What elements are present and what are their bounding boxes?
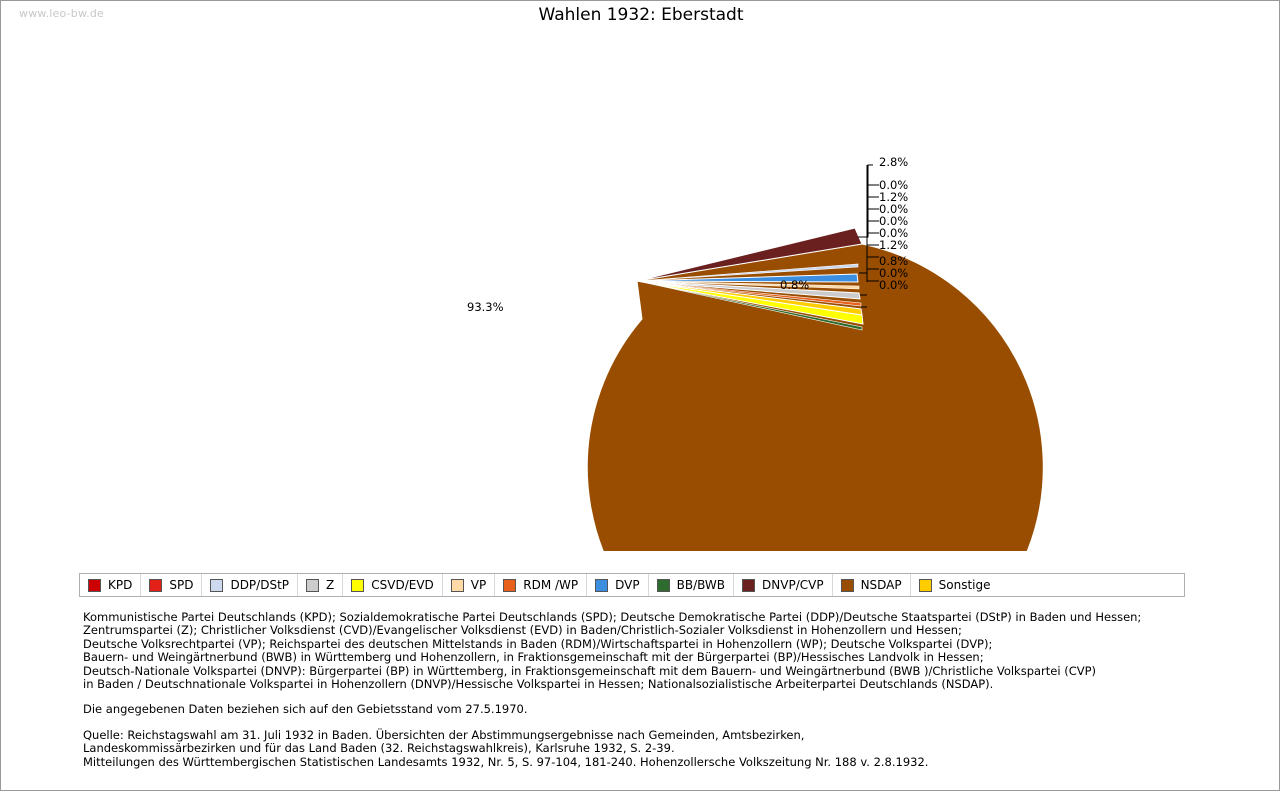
watermark-text: www.leo-bw.de: [19, 7, 105, 20]
legend-item-z[interactable]: [298, 574, 343, 596]
legend-item-bb-bwb[interactable]: [649, 574, 734, 596]
legend-item-nsdap[interactable]: [833, 574, 911, 596]
legend-item-dnvp-cvp[interactable]: [734, 574, 833, 596]
legend-label-spd: SPD: [169, 578, 194, 592]
legend-label-rdm-wp: RDM /WP: [523, 578, 579, 592]
legend-swatch-icon-spd: [149, 579, 162, 592]
callout-label-8: 0.0%: [879, 266, 909, 280]
pie-chart-svg: [1, 41, 1280, 551]
legend-swatch-icon-sonstige: [919, 579, 932, 592]
legend-swatch-icon-dvp: [595, 579, 608, 592]
legend-item-spd[interactable]: [141, 574, 202, 596]
chart-title: Wahlen 1932: Eberstadt: [538, 5, 744, 25]
legend-item-vp[interactable]: [443, 574, 495, 596]
legend-swatch-icon-z: [306, 579, 319, 592]
legend-item-rdm-wp[interactable]: [495, 574, 587, 596]
callout-label-5: 0.0%: [879, 226, 909, 240]
legend-label-nsdap: NSDAP: [860, 578, 902, 592]
legend-item-dvp[interactable]: [587, 574, 648, 596]
legend-swatch-icon-kpd: [88, 579, 101, 592]
callout-label-4: 0.0%: [879, 214, 909, 228]
footnote-source: [83, 729, 1233, 769]
footnote-source-line-0: Quelle: Reichstagswahl am 31. Juli 1932 in Baden. Übersichten der Abstimmungsergebnisse nach Gemeinden, Amtsbezirken,: [83, 727, 805, 742]
legend-label-dnvp-cvp: DNVP/CVP: [762, 578, 824, 592]
footnote-parties-line-4: Deutsch-Nationale Volkspartei (DNVP): Bürgerpartei (BP) in Württemberg, in Fraktionsgemeinschaft mit dem Bauern- und Weingärtnerbund (BWB )/Christliche Volkspartei (CVP): [83, 663, 1097, 678]
footnote-source-line-2: Mitteilungen des Württembergischen Statistischen Landesamts 1932, Nr. 5, S. 97-104, 181-240. Hohenzollersche Volkszeitung Nr. 188 v. 2.8.1932.: [83, 754, 929, 769]
legend-item-ddp-dstp[interactable]: [202, 574, 298, 596]
legend-swatch-icon-dnvp-cvp: [742, 579, 755, 592]
footnote-parties-line-3: Bauern- und Weingärtnerbund (BWB) in Württemberg und Hohenzollern, in Fraktionsgemeinschaft mit der Bürgerpartei (BP)/Hessisches Landvolk in Hessen;: [83, 650, 984, 665]
footnote-note-line-0: Die angegebenen Daten beziehen sich auf den Gebietsstand vom 27.5.1970.: [83, 702, 528, 717]
legend-label-ddp-dstp: DDP/DStP: [230, 578, 290, 592]
legend-item-kpd[interactable]: [80, 574, 141, 596]
callout-label-3: 0.0%: [879, 202, 909, 216]
callout-label-2: 1.2%: [879, 190, 909, 204]
legend-swatch-icon-bb-bwb: [657, 579, 670, 592]
legend-item-csvd-evd[interactable]: [343, 574, 443, 596]
footnote-note: [83, 703, 1233, 716]
footnote-source-line-1: Landeskommissärbezirken und für das Land Baden (32. Reichstagswahlkreis), Karlsruhe 1932, S. 2-39.: [83, 741, 675, 756]
callout-label-0: 2.8%: [879, 155, 909, 169]
footnotes: [83, 611, 1233, 781]
callout-label-6: 1.2%: [879, 238, 909, 252]
chart-legend: [79, 573, 1185, 597]
legend-label-z: Z: [326, 578, 335, 592]
legend-swatch-icon-ddp-dstp: [210, 579, 223, 592]
pie-slice-nsdap[interactable]: [587, 244, 1043, 551]
legend-label-sonstige: Sonstige: [938, 578, 991, 592]
legend-swatch-icon-nsdap: [841, 579, 854, 592]
footnote-parties: [83, 611, 1233, 691]
legend-swatch-icon-vp: [451, 579, 464, 592]
legend-item-sonstige[interactable]: [911, 574, 999, 596]
legend-label-bb-bwb: BB/BWB: [676, 578, 726, 592]
footnote-parties-line-2: Deutsche Volksrechtpartei (VP); Reichspartei des deutschen Mittelstands in Baden (RDM)/Wirtschaftspartei in Hohenzollern (WP); Deutsche Volkspartei (DVP);: [83, 636, 993, 651]
callout-label-7: 0.8%: [879, 254, 909, 268]
slice-label-nsdap: 93.3%: [467, 300, 504, 314]
slice-label-sonstige: 0.8%: [780, 278, 810, 292]
pie-chart-area: [1, 41, 1280, 551]
legend-label-csvd-evd: CSVD/EVD: [371, 578, 434, 592]
legend-swatch-icon-csvd-evd: [351, 579, 364, 592]
footnote-parties-line-5: in Baden / Deutschnationale Volkspartei in Hohenzollern (DNVP)/Hessische Volkspartei in Hessen; Nationalsozialistische Arbeiterpartei Deutschlands (NSDAP).: [83, 677, 994, 692]
legend-label-vp: VP: [470, 578, 487, 592]
legend-label-dvp: DVP: [615, 578, 640, 592]
legend-swatch-icon-rdm-wp: [503, 579, 516, 592]
callout-label-1: 0.0%: [879, 178, 909, 192]
legend-label-kpd: KPD: [108, 578, 133, 592]
callout-label-9: 0.0%: [879, 278, 909, 292]
footnote-parties-line-1: Zentrumspartei (Z); Christlicher Volksdienst (CVD)/Evangelischer Volksdienst (EVD) in Baden/Christlich-Sozialer Volksdienst in Hohenzollern und Hessen;: [83, 623, 962, 638]
footnote-parties-line-0: Kommunistische Partei Deutschlands (KPD); Sozialdemokratische Partei Deutschlands (SPD); Deutsche Demokratische Partei (DDP)/Deutsche Staatspartei (DStP) in Baden und Hessen;: [83, 610, 1142, 624]
